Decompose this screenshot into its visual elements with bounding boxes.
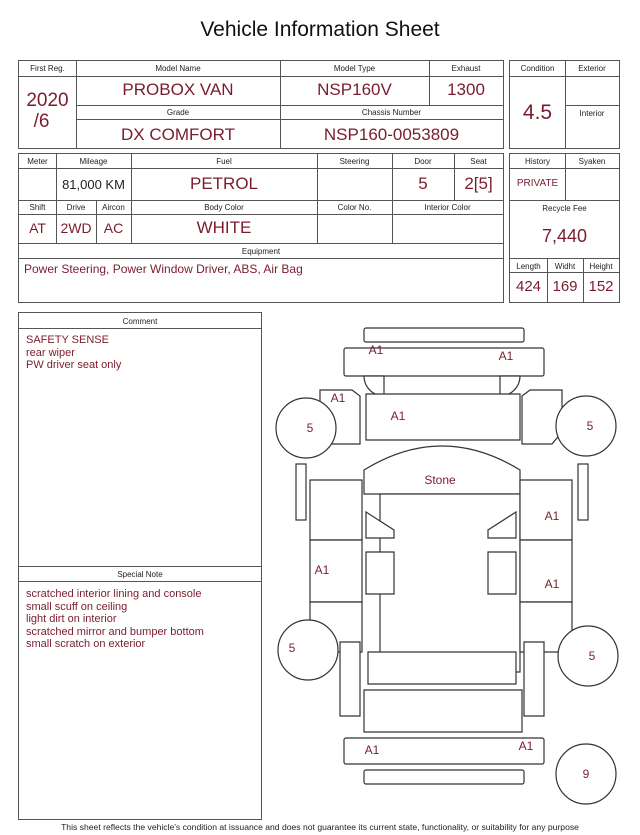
- comment-label: Comment: [122, 317, 158, 326]
- rear-glass: [368, 652, 516, 684]
- exterior-label: Exterior: [578, 64, 606, 73]
- window-left-rear: [366, 552, 394, 594]
- shift-value: AT: [29, 220, 46, 236]
- drive-value: 2WD: [60, 220, 92, 236]
- model-info-table: [18, 60, 504, 149]
- height-label: Height: [589, 262, 613, 271]
- length-label: Length: [516, 262, 541, 271]
- comment-list: [26, 334, 121, 372]
- history-label: History: [525, 157, 550, 166]
- condition-table: [509, 60, 620, 149]
- rear-bumper-right-mark: A1: [518, 739, 534, 753]
- tail-light-right: [524, 642, 544, 716]
- tire-rear-left: [278, 620, 338, 680]
- first-reg-month: /6: [33, 111, 50, 132]
- door-value: 5: [418, 174, 428, 193]
- model-type-label: Model Type: [333, 64, 376, 73]
- fuel-label: Fuel: [216, 157, 232, 166]
- door-left-front: [310, 480, 362, 540]
- front-fender-right: [522, 390, 562, 444]
- special-note-line: small scratch on exterior: [26, 638, 146, 650]
- first-reg-label: First Reg.: [30, 64, 65, 73]
- exhaust-label: Exhaust: [451, 64, 481, 73]
- door-label: Door: [414, 157, 432, 166]
- headlight-left: [364, 376, 384, 396]
- hood-panel: [366, 394, 520, 440]
- mirror-right: [578, 464, 588, 520]
- recycle-fee-value: 7,440: [541, 226, 588, 246]
- tire-rear-left-grade: 5: [288, 641, 296, 655]
- drive-label: Drive: [66, 203, 86, 212]
- comment-line: SAFETY SENSE: [26, 334, 109, 346]
- length-value: 424: [515, 278, 542, 295]
- front-fender-left-mark: A1: [330, 391, 346, 405]
- tire-rear-right-grade: 5: [588, 649, 596, 663]
- chassis-number-label: Chassis Number: [361, 108, 422, 117]
- mileage-label: Mileage: [79, 157, 108, 166]
- disclaimer-footer: This sheet reflects the vehicle's condition at issuance and does not guarantee its current state, functionality, or suitability for any purpose: [61, 822, 579, 832]
- car-diagram: [262, 312, 640, 820]
- comment-line: PW driver seat only: [26, 359, 122, 371]
- width-value: 169: [552, 278, 578, 295]
- first-reg-year: 2020: [26, 90, 69, 111]
- aircon-value: AC: [103, 220, 124, 236]
- windshield-mark: Stone: [424, 473, 456, 487]
- tire-front-left-grade: 5: [306, 421, 314, 435]
- model-name-label: Model Name: [155, 64, 201, 73]
- grade-value: DX COMFORT: [121, 125, 235, 144]
- exhaust-value: 1300: [447, 80, 485, 99]
- mileage-value: 81,000 KM: [62, 177, 125, 192]
- front-bumper-left-mark: A1: [368, 343, 384, 357]
- seat-label: Seat: [470, 157, 487, 166]
- condition-label: Condition: [520, 64, 555, 73]
- rear-bumper-left-mark: A1: [364, 743, 380, 757]
- spare-tire-grade: 9: [582, 767, 590, 781]
- body-color-label: Body Color: [204, 203, 244, 212]
- right-rear-door-mark: A1: [544, 577, 560, 591]
- interior-label: Interior: [579, 109, 605, 118]
- model-name-value: PROBOX VAN: [122, 80, 234, 99]
- specs-table: [18, 153, 504, 303]
- front-bumper-right-mark: A1: [498, 349, 514, 363]
- special-note-label: Special Note: [117, 570, 163, 579]
- tailgate: [364, 690, 522, 732]
- height-value: 152: [588, 278, 614, 295]
- recycle-fee-label: Recycle Fee: [542, 204, 587, 213]
- special-note-line: small scuff on ceiling: [26, 600, 128, 613]
- left-rear-door-mark: A1: [314, 563, 330, 577]
- equipment-label: Equipment: [241, 247, 281, 256]
- special-note-list: [26, 588, 204, 651]
- fuel-value: PETROL: [189, 174, 259, 193]
- hood-mark: A1: [390, 409, 406, 423]
- chassis-number-value: NSP160-0053809: [323, 125, 460, 144]
- special-note-line: scratched mirror and bumper bottom: [26, 625, 204, 638]
- rear-bumper-strip: [364, 770, 524, 784]
- window-right-rear: [488, 552, 516, 594]
- special-note-line: light dirt on interior: [26, 613, 117, 625]
- history-value: PRIVATE: [516, 178, 559, 189]
- interior-color-label: Interior Color: [424, 203, 471, 212]
- shift-label: Shift: [29, 203, 46, 212]
- syaken-label: Syaken: [578, 157, 606, 166]
- tire-front-right-grade: 5: [586, 419, 594, 433]
- tail-light-left: [340, 642, 360, 716]
- history-table: [509, 153, 620, 303]
- comment-line: rear wiper: [26, 346, 75, 359]
- grade-label: Grade: [166, 108, 190, 117]
- right-front-door-mark: A1: [544, 509, 560, 523]
- special-note-line: scratched interior lining and console: [26, 588, 202, 600]
- model-type-value: NSP160V: [317, 80, 392, 99]
- mirror-left: [296, 464, 306, 520]
- condition-value: 4.5: [522, 101, 553, 124]
- equipment-value: Power Steering, Power Window Driver, ABS, Air Bag: [24, 262, 303, 276]
- sheet-title: Vehicle Information Sheet: [200, 18, 440, 41]
- meter-label: Meter: [27, 157, 48, 166]
- steering-label: Steering: [339, 157, 370, 166]
- body-color-value: WHITE: [196, 218, 252, 237]
- seat-value: 2[5]: [464, 174, 493, 193]
- headlight-right: [500, 376, 520, 396]
- aircon-label: Aircon: [102, 203, 125, 212]
- front-bumper-strip: [364, 328, 524, 342]
- notes-panel: [18, 312, 262, 820]
- color-no-label: Color No.: [337, 203, 372, 212]
- door-right-rear: [520, 540, 572, 602]
- width-label: Widht: [554, 262, 576, 271]
